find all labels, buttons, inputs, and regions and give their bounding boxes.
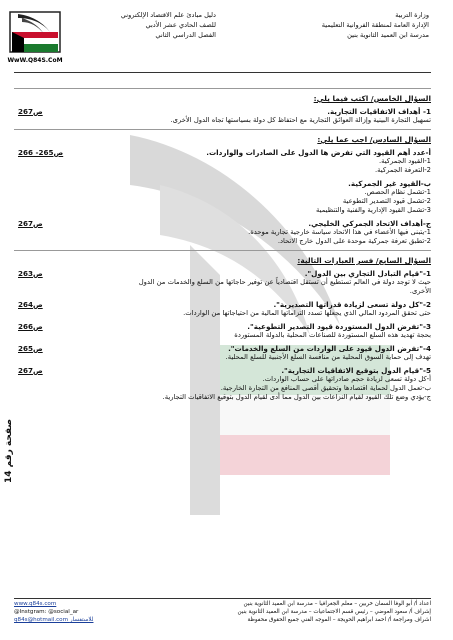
item-heading: 5-"قيام الدول بتوقيع الاتفاقيات التجارية". [281, 366, 431, 375]
answer-line: 2-تشمل قيود التصدير التطوعية [342, 197, 431, 205]
item-heading: 2-"كل دولة تسعى لزيادة قدراتها التصديرية". [273, 300, 431, 309]
header-school-info [279, 10, 429, 40]
header-line: دليل مبادئ علم الاقتصاد الإلكتروني [120, 11, 216, 19]
page-reference: ص267 [18, 219, 43, 228]
header-line: الإدارة العامة لمنطقة الفروانية التعليمية [321, 21, 429, 29]
footer-line: إشراف أ/ سعود العوضي – رئيس قسم الاجتماعيات – مدرسة ابن العميد الثانوية بنين [237, 609, 431, 615]
q6-item-c [14, 219, 431, 228]
answer-line: ج-يؤدي وضع تلك القيود لقيام النزاعات بين الدول مما أدى لقيام الدول بتوقيع الاتفاقيات التجارية. [162, 393, 431, 401]
footer-line: اعداد أ/ أبو الوفا السمان خربين – معلم الجغرافيا – مدرسة ابن العميد الثانوية بنين [243, 601, 431, 607]
header-course-info [106, 10, 216, 40]
page-reference: ص267 [18, 366, 43, 375]
item-heading: 3-"تفرض الدول المستوردة قيود التصدير التطوعية". [247, 322, 431, 331]
header-rule [14, 72, 431, 73]
q5-item-1 [14, 107, 431, 116]
page-reference: ص265 [18, 344, 43, 353]
q6-item-b [14, 179, 431, 188]
answer-line: تهدف إلى حماية السوق المحلية من منافسة السلع الأجنبية للسلع المحلية. [225, 353, 431, 361]
document-body [14, 84, 431, 402]
page-reference: ص266 [18, 322, 43, 331]
question-six-title: السؤال السادس/ اجب عما يلي: [317, 135, 431, 144]
section-divider [14, 129, 431, 130]
section-divider [14, 250, 431, 251]
svg-text:WwW.Q84S.CoM: WwW.Q84S.CoM [7, 57, 63, 64]
answer-line: تسهيل التجارة البينية وإزالة العوائق التجارية مع احتفاظ كل دولة بسياستها تجاه الدول الأخرى. [170, 116, 431, 124]
item-heading: 4-"تفرض الدول قيود على الواردات من السلع والخدمات". [228, 344, 431, 353]
answer-line: أ-كل دولة تسعى لزيادة حجم صادراتها على حساب الواردات. [262, 375, 431, 383]
item-heading: 1-"قيام التبادل التجاري بين الدول". [304, 269, 431, 278]
answer-line: 2-التعرفة الجمركية. [375, 166, 431, 174]
header-line: الفصل الدراسي الثاني [155, 31, 216, 39]
answer-line: 1-تشمل نظام الحصص. [364, 188, 431, 196]
footer-contacts [14, 600, 104, 624]
page-reference: ص263 [18, 269, 43, 278]
header-line: للصف الحادي عشر الأدبي [145, 21, 216, 29]
email-link[interactable]: q84s@hotmail.com للاستفسار [14, 617, 94, 623]
item-heading: 1- أهداف الاتفاقيات التجارية. [327, 107, 431, 116]
answer-line: حيث لا توجد دولة في العالم تستطيع أن تستقل اقتصادياً عن توفير حاجاتها من السلع والخدمات من الدول [138, 278, 431, 286]
header-line: مدرسة ابن العميد الثانوية بنين [347, 31, 429, 39]
document-footer [14, 596, 431, 636]
question-five-title: السؤال الخامس/ اكتب فيما يلي: [313, 94, 431, 103]
instagram-handle: @Instgram: @social_ar [14, 609, 79, 615]
page-reference: ص267 [18, 107, 43, 116]
website-link[interactable]: www.q84s.com [14, 601, 57, 607]
page-number: صفحة رقم 14 [4, 418, 14, 483]
site-logo [4, 8, 66, 66]
answer-line: الأخرى. [409, 287, 431, 295]
answer-line: 1-يتبنى فيها الأعضاء في هذا الاتحاد سياسة خارجية تجارية موحدة. [248, 228, 431, 236]
footer-line: اشراف ومراجعة أ/ احمد ابراهيم الحويجة – الموجه الفني جميع الحقوق محفوظة [247, 617, 431, 623]
q7-item-1 [14, 269, 431, 278]
item-heading: ج-أهداف الاتحاد الجمركي الخليجي. [308, 219, 431, 228]
q7-item-5 [14, 366, 431, 375]
answer-line: ب-تعمل الدول لحماية اقتصادها وتحقيق أقصى المنافع من التجارة الخارجية. [220, 384, 431, 392]
footer-credits [201, 600, 431, 624]
answer-line: 2-تطبق تعرفة جمركية موحدة على الدول خارج الاتحاد. [277, 237, 431, 245]
question-seven-title: السؤال السابع/ فسر العبارات التالية: [297, 256, 431, 265]
page-reference: ص265- 266 [18, 148, 64, 157]
answer-line: حتى تحقق المردود المالي الذي يجعلها تسدد التزاماتها المالية من احتياجاتها من الواردات. [183, 309, 431, 317]
answer-line: 1-القيود الجمركية. [378, 157, 431, 165]
q7-item-4 [14, 344, 431, 353]
q6-item-a [14, 148, 431, 157]
page-reference: ص264 [18, 300, 43, 309]
item-heading: ب-القيود غير الجمركية. [348, 179, 431, 188]
section-divider [14, 88, 431, 89]
q7-item-2 [14, 300, 431, 309]
q7-item-3 [14, 322, 431, 331]
answer-line: بحجة تهديد هذه السلع المستوردة للصناعات المحلية بالدولة المستوردة [234, 331, 431, 339]
item-heading: أ-عدد أهم القيود التي تفرض ها الدول على الصادرات والواردات. [206, 148, 431, 157]
document-header [0, 6, 453, 64]
header-line: وزارة التربية [395, 11, 429, 19]
answer-line: 3-تشمل القيود الإدارية والفنية والتنظيمية [316, 206, 431, 214]
